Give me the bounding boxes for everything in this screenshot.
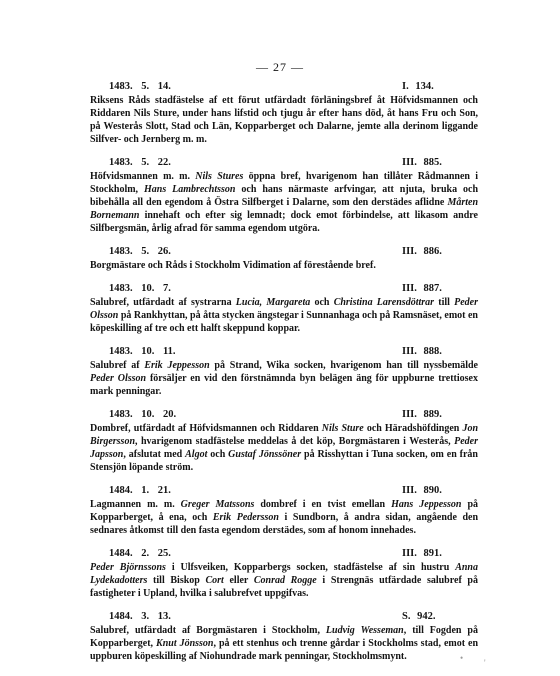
text-segment: eller bbox=[223, 575, 254, 586]
entry-text bbox=[90, 498, 478, 537]
entry-date: 1483. 5. 14. bbox=[109, 81, 171, 92]
entry-header bbox=[90, 409, 478, 422]
text-segment: Salubref, utfärdadt af systrarna bbox=[90, 297, 236, 308]
entry-reference: III. 888. bbox=[402, 346, 442, 357]
register-entry bbox=[90, 485, 478, 537]
entry-date: 1484. 3. 13. bbox=[109, 611, 171, 622]
person-name: Conrad Rogge bbox=[253, 575, 317, 586]
person-name: Peder Olsson bbox=[90, 297, 479, 321]
person-name: Hans Jeppesson bbox=[391, 499, 462, 510]
entry-header bbox=[90, 548, 478, 561]
text-segment: , hvarigenom stadfästelse meddelas å det köp, Borgmästaren i Westerås, bbox=[135, 436, 455, 447]
text-segment: Dombref, utfärdadt af Höfvidsmannen och Riddaren bbox=[90, 423, 322, 434]
register-entries bbox=[90, 81, 478, 674]
scan-mark: ' bbox=[484, 658, 486, 668]
entry-text bbox=[90, 296, 478, 335]
register-entry bbox=[90, 409, 478, 474]
text-segment: och bbox=[310, 297, 334, 308]
register-entry bbox=[90, 157, 478, 235]
page-number: — 27 — bbox=[256, 60, 304, 74]
register-entry bbox=[90, 611, 478, 663]
person-name: Erik Pedersson bbox=[212, 512, 279, 523]
text-segment: Salubref, utfärdadt af Borgmästaren i Stockholm, bbox=[90, 625, 326, 636]
text-segment: Riksens Råds stadfästelse af ett förut utfärdadt förläningsbref åt Höfvidsmannen och Riddaren Nils Sture, under hans lifstid och tjugu år efter hans död, åt hans Fru och Son, på Westerås Slott, Stad och Län, Kopparberget och Dalarne, jemte alla derinom liggande Silfver- och Jernberg m. m. bbox=[90, 95, 478, 145]
text-segment: och bbox=[207, 449, 229, 460]
entry-date: 1484. 1. 21. bbox=[109, 485, 171, 496]
person-name: Anna Lydekadotters bbox=[90, 562, 478, 586]
text-segment: Borgmästare och Råds i Stockholm Vidimation af förestående bref. bbox=[90, 260, 376, 271]
entry-text bbox=[90, 422, 478, 474]
text-segment: och hans närmaste arfvingar, att njuta, bruka och bibehålla all den egendom å Östra Silfberget i Dalarne, som den derstädes aflidne bbox=[90, 184, 479, 208]
text-segment: i Strengnäs utfärdade salubref på fastigheter i Upland, hvilka i salubrefvet uppgifvas. bbox=[90, 575, 478, 599]
entry-text bbox=[90, 624, 478, 663]
entry-text bbox=[90, 359, 478, 398]
text-segment: , till Fogden på Kopparberget, bbox=[90, 625, 478, 649]
person-name: Peder Björnssons bbox=[90, 562, 166, 573]
entry-reference: III. 890. bbox=[402, 485, 442, 496]
entry-text bbox=[90, 259, 478, 272]
person-name: Christina Larensdöttrar bbox=[333, 297, 435, 308]
person-name: Ludvig Wesseman bbox=[325, 625, 404, 636]
person-name: Greger Matssons bbox=[180, 499, 255, 510]
entry-reference: I. 134. bbox=[402, 81, 434, 92]
entry-text bbox=[90, 561, 478, 600]
text-segment: på Risshyttan i Tuna socken, om en från Stensjön löpande ström. bbox=[90, 449, 478, 473]
person-name: Nils Stures bbox=[195, 171, 244, 182]
entry-date: 1483. 10. 20. bbox=[109, 409, 177, 420]
text-segment: och Häradshöfdingen bbox=[363, 423, 463, 434]
entry-reference: III. 889. bbox=[402, 409, 442, 420]
text-segment: Lagmannen m. m. bbox=[90, 499, 181, 510]
register-entry bbox=[90, 283, 478, 335]
entry-date: 1483. 10. 11. bbox=[109, 346, 176, 357]
entry-header bbox=[90, 157, 478, 170]
person-name: Algot bbox=[185, 449, 208, 460]
entry-header bbox=[90, 485, 478, 498]
entry-reference: III. 891. bbox=[402, 548, 442, 559]
text-segment: dombref i en tvist emellan bbox=[254, 499, 392, 510]
text-segment: öppna bref, hvarigenom han tillåter Rådmannen i Stockholm, bbox=[90, 171, 478, 195]
entry-header bbox=[90, 81, 478, 94]
entry-header bbox=[90, 346, 478, 359]
text-segment: , afslutat med bbox=[123, 449, 186, 460]
person-name: Lucia, Margareta bbox=[235, 297, 311, 308]
text-segment: innehaft och efter sig lemnadt; dock emot förbindelse, att likasom andre Silfbergsmän, årlig afrad för samma egendom utgöra. bbox=[90, 210, 478, 234]
entry-reference: III. 886. bbox=[402, 246, 442, 257]
entry-reference: III. 887. bbox=[402, 283, 442, 294]
person-name: Hans Lambrechtsson bbox=[143, 184, 236, 195]
text-segment: till Biskop bbox=[147, 575, 206, 586]
person-name: Peder Olsson bbox=[90, 373, 147, 384]
entry-date: 1483. 5. 22. bbox=[109, 157, 171, 168]
register-entry bbox=[90, 81, 478, 146]
text-segment: i Sundborn, å andra sidan, angående den sednares åtkomst till den fasta egendom derstädes, som af honom innehades. bbox=[90, 512, 479, 536]
text-segment: i Ulfsveiken, Kopparbergs socken, stadfästelse af sin hustru bbox=[165, 562, 456, 573]
text-segment: försäljer en vid den förstnämnda byn belägen äng för uppburne trettiosex mark penningar. bbox=[90, 373, 478, 397]
entry-header bbox=[90, 246, 478, 259]
person-name: Nils Sture bbox=[321, 423, 364, 434]
entry-reference: S. 942. bbox=[402, 611, 436, 622]
person-name: Peder Japsson bbox=[90, 436, 478, 460]
entry-reference: III. 885. bbox=[402, 157, 442, 168]
entry-text bbox=[90, 94, 478, 146]
entry-header bbox=[90, 611, 478, 624]
text-segment: Höfvidsmannen m. m. bbox=[90, 171, 196, 182]
entry-date: 1484. 2. 25. bbox=[109, 548, 171, 559]
register-entry bbox=[90, 246, 478, 272]
person-name: Jon Birgersson bbox=[90, 423, 478, 447]
text-segment: , på ett stenhus och trenne gårdar i Stockholms stad, emot en uppburen köpeskilling af Niohundrade mark penningar, Stockholmsmynt. bbox=[90, 638, 479, 662]
text-segment: på Rankhyttan, på åtta stycken ängstegar i Sunnanhaga och på Ramsnäset, emot en köpeskilling af tre och ett halft skeppund koppar. bbox=[90, 310, 478, 334]
register-entry bbox=[90, 548, 478, 600]
entry-text bbox=[90, 170, 478, 235]
scan-mark: • bbox=[460, 653, 464, 663]
text-segment: Salubref af bbox=[90, 360, 145, 371]
entry-date: 1483. 10. 7. bbox=[109, 283, 171, 294]
person-name: Mårten Bornemann bbox=[90, 197, 478, 221]
text-segment: på Kopparberget, å ena, och bbox=[90, 499, 479, 523]
register-entry bbox=[90, 346, 478, 398]
person-name: Erik Jeppesson bbox=[144, 360, 210, 371]
entry-header bbox=[90, 283, 478, 296]
entry-date: 1483. 5. 26. bbox=[109, 246, 171, 257]
person-name: Cort bbox=[205, 575, 224, 586]
text-segment: till bbox=[434, 297, 455, 308]
person-name: Gustaf Jönssöner bbox=[228, 449, 302, 460]
text-segment: på Strand, Wika socken, hvarigenom han till nyssbemälde bbox=[209, 360, 478, 371]
person-name: Knut Jönsson bbox=[156, 638, 214, 649]
